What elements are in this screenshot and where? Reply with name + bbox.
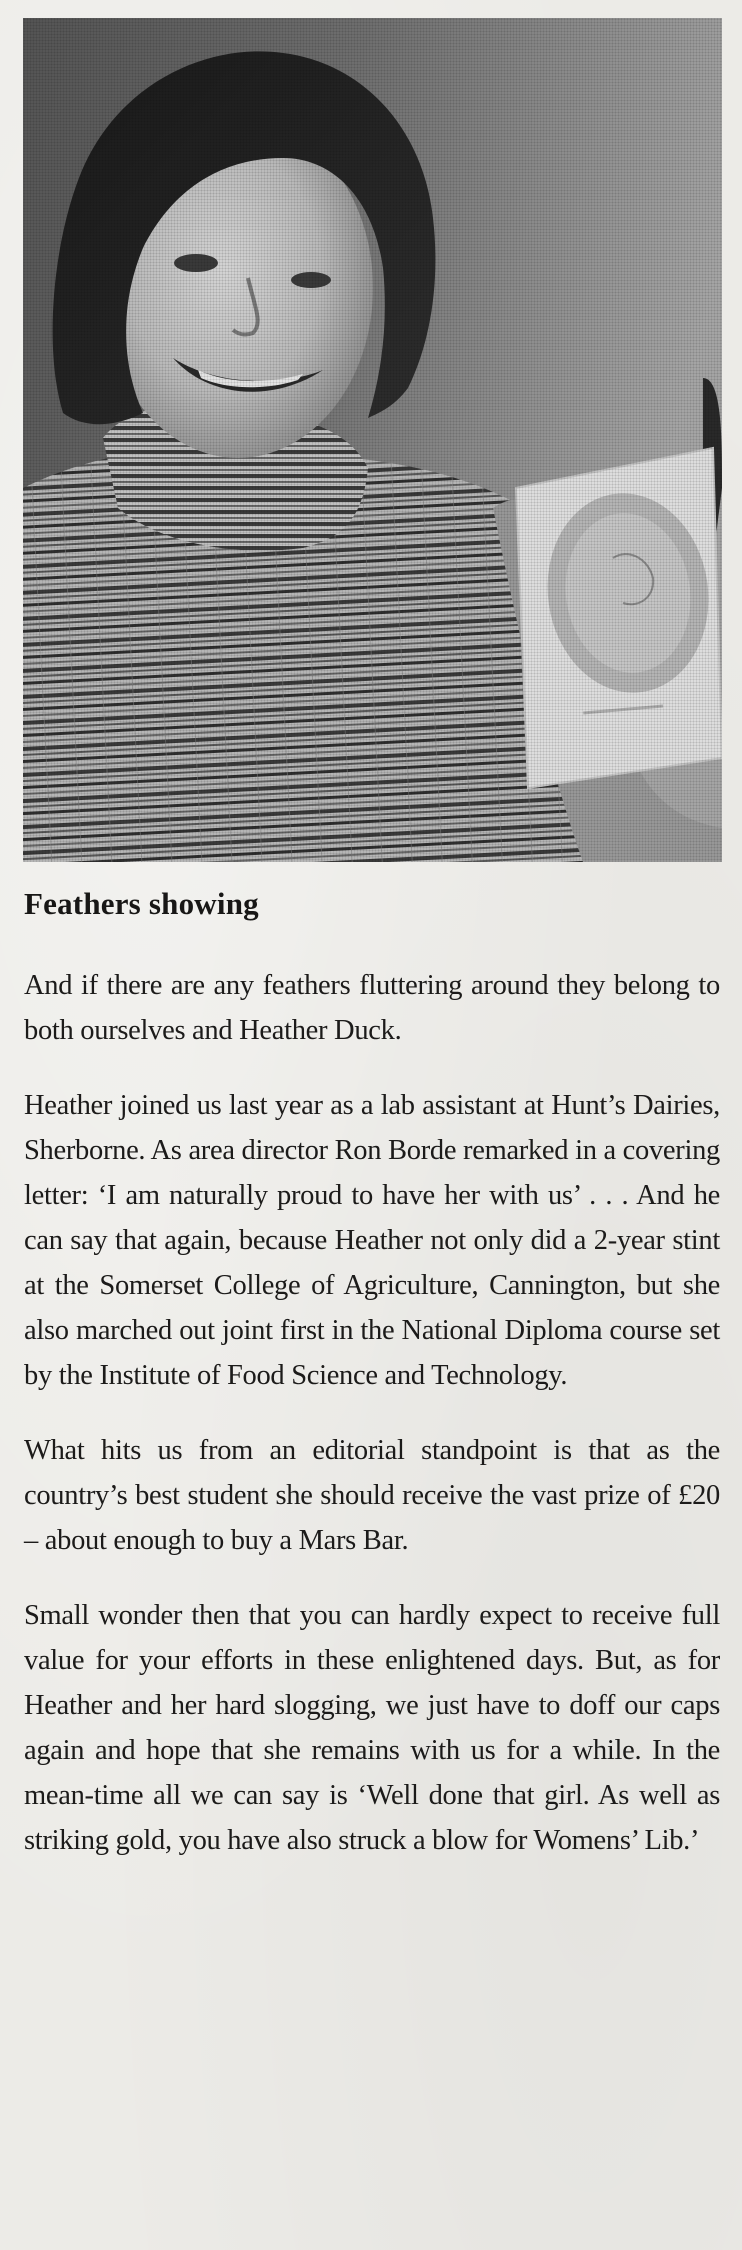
article-body	[24, 963, 720, 1893]
article-paragraph-1: And if there are any feathers fluttering around they belong to both ourselves and Heather Duck.	[24, 970, 720, 1046]
article-paragraph-4: Small wonder then that you can hardly expect to receive full value for your efforts in these enlightened days. But, as for Heather and her hard slogging, we just have to doff our caps again and hope that she remains with us for a while. In the mean-time all we can say is ‘Well done that girl. As well as striking gold, you have also struck a blow for Womens’ Lib.’	[24, 1600, 720, 1856]
certificate-card	[516, 448, 722, 788]
portrait-photo	[23, 18, 722, 862]
article-paragraph-2: Heather joined us last year as a lab assistant at Hunt’s Dairies, Sherborne. As area director Ron Borde remarked in a covering letter: ‘I am naturally proud to have her with us’ . . . And he can say that again, because Heather not only did a 2-year stint at the Somerset College of Agriculture, Cannington, but she also marched out joint first in the National Diploma course set by the Institute of Food Science and Technology.	[24, 1090, 720, 1391]
portrait-illustration	[23, 18, 722, 862]
article-headline: Feathers showing	[24, 886, 259, 921]
article-paragraph-3: What hits us from an editorial standpoint is that as the country’s best student she should receive the vast prize of £20 – about enough to buy a Mars Bar.	[24, 1435, 720, 1556]
